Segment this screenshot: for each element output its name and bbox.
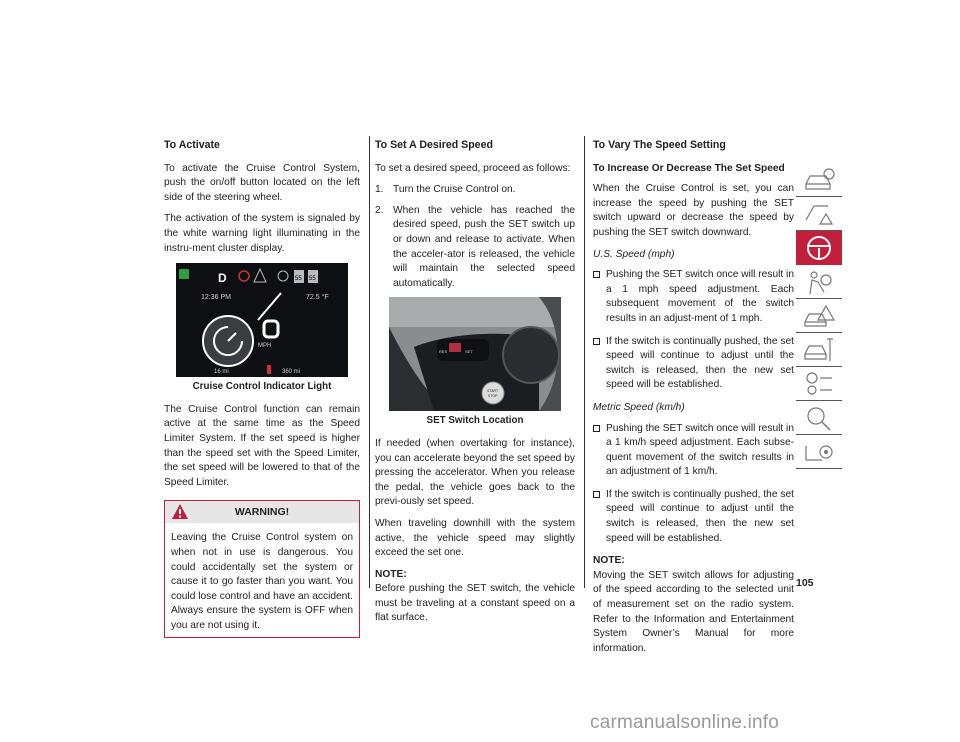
list-item: 2. When the vehicle has reached the desired speed, push the SET switch up or down and release to activate. When the acceler-ator is released, the vehicle will maintain the selected speed automatically. [375, 204, 575, 289]
note [375, 568, 575, 626]
list-item: 1. Turn the Cruise Control on. [375, 184, 516, 196]
checkbox-bullet-icon [593, 425, 600, 432]
car-info-icon [802, 166, 836, 194]
note-title: NOTE: [593, 555, 625, 567]
figure-caption: SET Switch Location [426, 415, 524, 427]
page-number: 105 [796, 577, 814, 589]
specifications-icon [802, 370, 836, 398]
paragraph: The Cruise Control function can remain active at the same time as the Speed Limiter System. If the set speed is higher than the speed set with the Speed Limiter, the set speed will be lowered to that of the Speed Limiter. [164, 403, 360, 488]
note-text: Moving the SET switch allows for adjusting of the speed according to the selected unit of measurement set on the radio system. Refer to the Information and Entertainment System Owner’s Manual for more information. [593, 569, 794, 654]
dashboard-warning-icon [802, 200, 836, 228]
metric-bullets [593, 422, 794, 547]
car-service-icon [802, 336, 836, 364]
column-divider [369, 136, 370, 588]
warning-text: Leaving the Cruise Control system on when not in use is dangerous. You could accidentally set the system or cause it to go faster than you want. You could lose control and have an accident. Always ensure the system is OFF when you are not using it. [171, 532, 353, 631]
list-item: If the switch is continually pushed, the set speed will continue to adjust until the switch is released, then the new set speed will be established. [593, 488, 794, 546]
tab-index[interactable] [796, 401, 842, 435]
us-speed-label: U.S. Speed (mph) [593, 248, 675, 260]
cluster-range: 360 mi [282, 369, 301, 376]
airbag-safety-icon [802, 268, 836, 296]
metric-speed-label: Metric Speed (km/h) [593, 401, 685, 413]
column-middle [375, 138, 575, 633]
tab-servicing-maintenance[interactable] [796, 333, 842, 367]
figure-caption: Cruise Control Indicator Light [192, 381, 332, 393]
checkbox-bullet-icon [593, 338, 600, 345]
steering-wheel-icon [802, 234, 836, 262]
note [593, 554, 794, 656]
tab-starting-operating[interactable] [796, 231, 842, 265]
cluster-gear: D [218, 271, 227, 286]
warning-box [164, 500, 360, 638]
tab-safety[interactable] [796, 265, 842, 299]
wheel-set-label: SET [465, 349, 473, 355]
cluster-temp: 72.5 °F [306, 294, 329, 302]
warning-title: WARNING! [234, 506, 290, 519]
paragraph: To activate the Cruise Control System, push the on/off button located on the left side of the steering wheel. [164, 162, 360, 203]
footer-watermark[interactable]: carmanualsonline.info [590, 712, 780, 733]
list-item: Pushing the SET switch once will result in a 1 km/h speed adjustment. Each subse-quent movement of the switch results in an adjustment of 1 km/h. [593, 422, 794, 480]
index-search-icon [802, 404, 836, 432]
paragraph: The activation of the system is signaled by the white warning light illuminating in the instru-ment cluster display. [164, 213, 360, 254]
cluster-speed-unit: MPH [258, 343, 272, 350]
start-button-line1: START [487, 389, 499, 394]
cluster-sign-2: 55 [309, 276, 316, 283]
tab-in-case-of-emergency[interactable] [796, 299, 842, 333]
column-right [593, 138, 794, 663]
tab-multimedia[interactable] [796, 435, 842, 469]
chapter-tabs [796, 163, 842, 469]
cluster-display-image [176, 263, 348, 377]
paragraph: When traveling downhill with the system active, the vehicle speed may slightly exceed the set one. [375, 517, 575, 559]
subheading: To Increase Or Decrease The Set Speed [593, 162, 785, 174]
warning-triangle-icon [171, 503, 189, 520]
steps-list [375, 183, 575, 291]
cluster-sign-1: 55 [295, 276, 302, 283]
heading-set-speed: To Set A Desired Speed [375, 139, 493, 151]
start-button-line2: STOP [488, 394, 498, 399]
heading-to-activate: To Activate [164, 139, 220, 151]
tab-technical-specifications[interactable] [796, 367, 842, 401]
tab-instrument-panel[interactable] [796, 197, 842, 231]
paragraph: If needed (when overtaking for instance), you can accelerate beyond the set speed by pressing the accelerator. When you release the pedal, the vehicle goes back to the previ-ously set speed. [375, 437, 575, 508]
list-item: Pushing the SET switch once will result in a 1 mph speed adjustment. Each subsequent movement of the switch results in an adjust-ment of 1 mph. [593, 268, 794, 326]
column-divider [584, 136, 585, 588]
column-left [164, 138, 360, 638]
heading-vary-speed: To Vary The Speed Setting [593, 139, 726, 151]
note-title: NOTE: [375, 568, 407, 580]
us-bullets [593, 268, 794, 393]
paragraph: When the Cruise Control is set, you can increase the speed by pushing the SET switch upward or decrease the speed by pushing the SET switch downward. [593, 183, 794, 238]
wheel-res-label: RES [439, 349, 448, 355]
list-item: If the switch is continually pushed, the set speed will continue to adjust until the switch is released, then the new set speed will be established. [593, 335, 794, 393]
note-text: Before pushing the SET switch, the vehicle must be traveling at a constant speed on a flat surface. [375, 583, 575, 624]
cluster-time: 12:36 PM [201, 294, 231, 302]
cluster-trip: 16 mi [214, 369, 229, 376]
multimedia-icon [802, 438, 836, 466]
tab-getting-to-know[interactable] [796, 163, 842, 197]
warning-header [165, 501, 359, 523]
checkbox-bullet-icon [593, 491, 600, 498]
car-emergency-icon [802, 302, 836, 330]
paragraph: To set a desired speed, proceed as follows: [375, 162, 571, 174]
steering-wheel-image [389, 297, 561, 411]
checkbox-bullet-icon [593, 271, 600, 278]
